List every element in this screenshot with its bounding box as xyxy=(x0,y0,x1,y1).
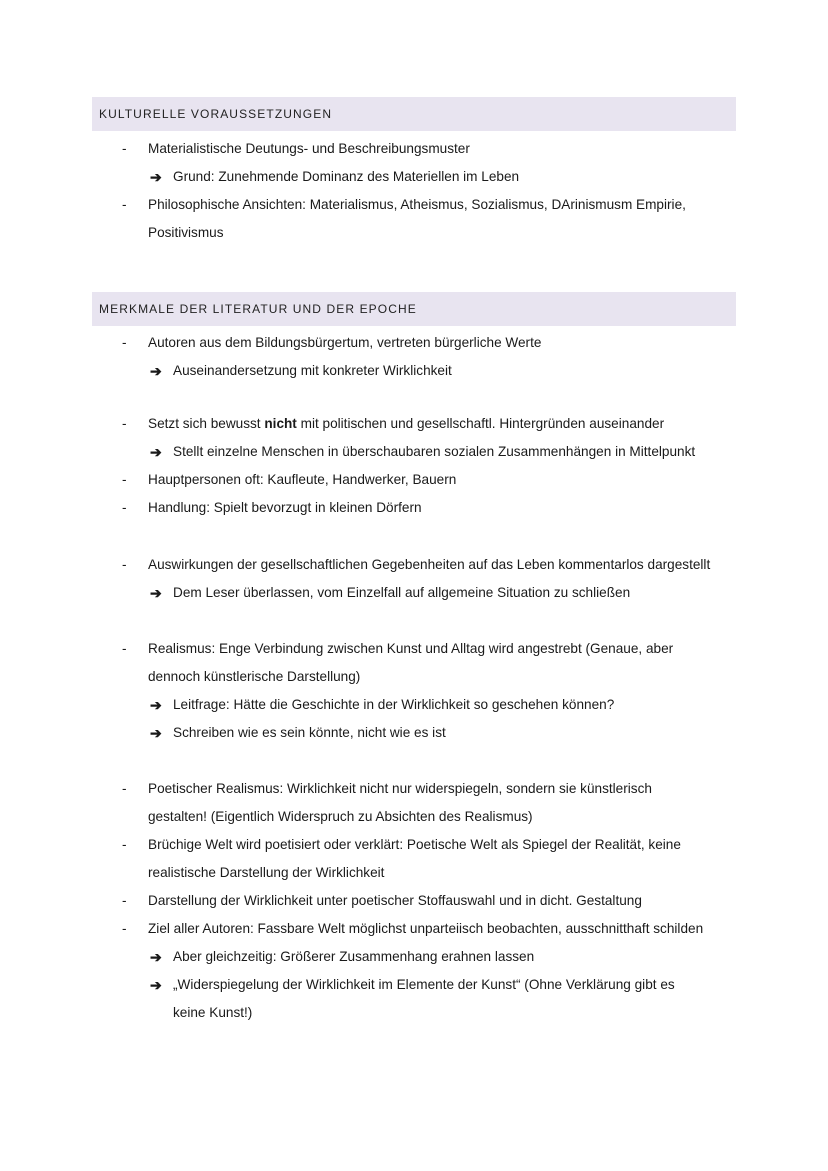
list-item: Materialistische Deutungs- und Beschreibungsmuster xyxy=(148,141,470,156)
list-subitem: Auseinandersetzung mit konkreter Wirklichkeit xyxy=(173,363,452,378)
list-item-continuation: Positivismus xyxy=(148,225,224,240)
list-item: Hauptpersonen oft: Kaufleute, Handwerker, Bauern xyxy=(148,472,457,487)
arrow-right-icon: ➔ xyxy=(150,363,162,379)
list-item: Auswirkungen der gesellschaftlichen Gegebenheiten auf das Leben kommentarlos dargestellt xyxy=(148,557,711,572)
arrow-right-icon: ➔ xyxy=(150,697,162,713)
bullet-dash: - xyxy=(122,641,127,656)
bullet-dash: - xyxy=(122,141,127,156)
section-heading-merkmale: MERKMALE DER LITERATUR UND DER EPOCHE xyxy=(92,292,736,326)
list-subitem: „Widerspiegelung der Wirklichkeit im Elemente der Kunst“ (Ohne Verklärung gibt es xyxy=(173,977,675,992)
bullet-dash: - xyxy=(122,921,127,936)
list-subitem: Schreiben wie es sein könnte, nicht wie es ist xyxy=(173,725,446,740)
list-subitem: Dem Leser überlassen, vom Einzelfall auf allgemeine Situation zu schließen xyxy=(173,585,631,600)
bullet-dash: - xyxy=(122,557,127,572)
arrow-right-icon: ➔ xyxy=(150,949,162,965)
arrow-right-icon: ➔ xyxy=(150,169,162,185)
list-item: Darstellung der Wirklichkeit unter poetischer Stoffauswahl und in dicht. Gestaltung xyxy=(148,893,642,908)
list-item: Philosophische Ansichten: Materialismus, Atheismus, Sozialismus, DArinismusm Empirie, xyxy=(148,197,686,212)
bullet-dash: - xyxy=(122,781,127,796)
arrow-right-icon: ➔ xyxy=(150,585,162,601)
list-item-continuation: dennoch künstlerische Darstellung) xyxy=(148,669,361,684)
list-item: Brüchige Welt wird poetisiert oder verklärt: Poetische Welt als Spiegel der Realität, keine xyxy=(148,837,681,852)
list-subitem-continuation: keine Kunst!) xyxy=(173,1005,253,1020)
bullet-dash: - xyxy=(122,500,127,515)
emphasis-nicht: nicht xyxy=(264,416,297,431)
list-item: Handlung: Spielt bevorzugt in kleinen Dörfern xyxy=(148,500,422,515)
list-subitem: Grund: Zunehmende Dominanz des Materiellen im Leben xyxy=(173,169,520,184)
list-item-emphasis xyxy=(148,415,664,433)
arrow-right-icon: ➔ xyxy=(150,444,162,460)
section-heading-kulturelle-voraussetzungen: KULTURELLE VORAUSSETZUNGEN xyxy=(92,97,736,131)
bullet-dash: - xyxy=(122,197,127,212)
list-item-continuation: realistische Darstellung der Wirklichkeit xyxy=(148,865,385,880)
list-subitem: Stellt einzelne Menschen in überschaubaren sozialen Zusammenhängen in Mittelpunkt xyxy=(173,444,696,459)
list-subitem: Aber gleichzeitig: Größerer Zusammenhang erahnen lassen xyxy=(173,949,535,964)
list-item-continuation: gestalten! (Eigentlich Widerspruch zu Absichten des Realismus) xyxy=(148,809,533,824)
bullet-dash: - xyxy=(122,837,127,852)
text-part: Setzt sich bewusst xyxy=(148,416,265,431)
bullet-dash: - xyxy=(122,893,127,908)
list-subitem: Leitfrage: Hätte die Geschichte in der Wirklichkeit so geschehen können? xyxy=(173,697,615,712)
list-item: Realismus: Enge Verbindung zwischen Kunst und Alltag wird angestrebt (Genaue, aber xyxy=(148,641,674,656)
text-part: mit politischen und gesellschaftl. Hintergründen auseinander xyxy=(296,416,665,431)
list-item: Ziel aller Autoren: Fassbare Welt möglichst unparteiisch beobachten, ausschnitthaft schilden xyxy=(148,921,704,936)
arrow-right-icon: ➔ xyxy=(150,725,162,741)
bullet-dash: - xyxy=(122,416,127,431)
arrow-right-icon: ➔ xyxy=(150,977,162,993)
bullet-dash: - xyxy=(122,472,127,487)
list-item: Poetischer Realismus: Wirklichkeit nicht nur widerspiegeln, sondern sie künstlerisch xyxy=(148,781,652,796)
list-item: Autoren aus dem Bildungsbürgertum, vertreten bürgerliche Werte xyxy=(148,335,542,350)
bullet-dash: - xyxy=(122,335,127,350)
